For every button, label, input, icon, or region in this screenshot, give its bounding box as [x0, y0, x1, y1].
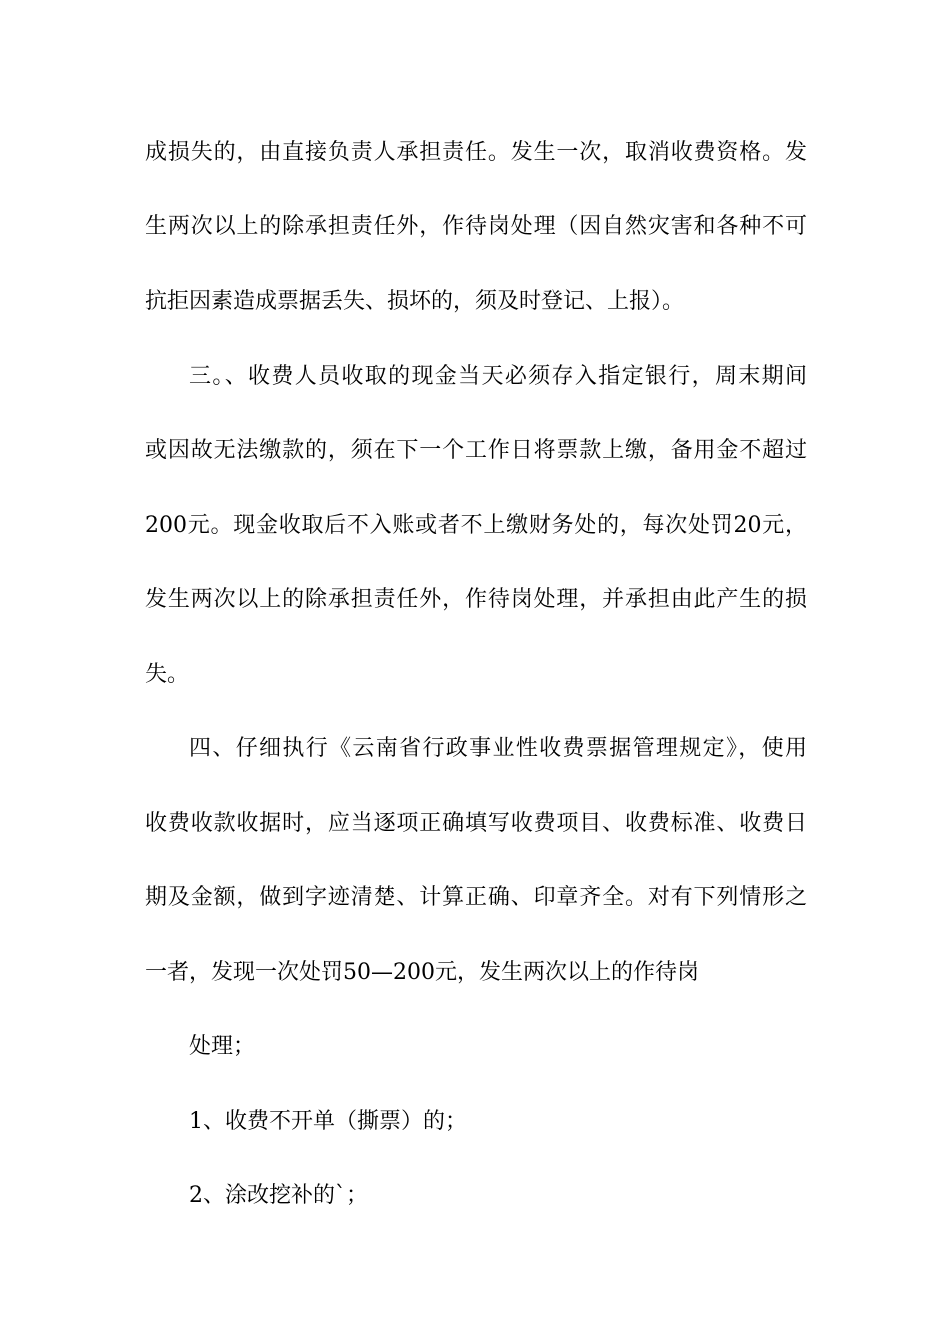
- paragraph-line: 四、仔细执行《云南省行政事业性收费票据管理规定》，使用: [189, 736, 807, 761]
- paragraph-line: 生两次以上的除承担责任外，作待岗处理（因自然灾害和各种不可: [145, 214, 807, 239]
- list-item: 2、涂改挖补的`；: [189, 1183, 368, 1208]
- paragraph-line: 收费收款收据时，应当逐项正确填写收费项目、收费标准、收费日: [145, 811, 807, 836]
- paragraph-line: 成损失的，由直接负责人承担责任。发生一次，取消收费资格。发: [145, 140, 807, 165]
- paragraph-line: 处理；: [189, 1034, 256, 1059]
- paragraph-line: 一者，发现一次处罚50—200元，发生两次以上的作待岗: [145, 960, 699, 985]
- paragraph-line: 三。、收费人员收取的现金当天必须存入指定银行，周末期间: [189, 364, 807, 389]
- paragraph-line: 或因故无法缴款的，须在下一个工作日将票款上缴，备用金不超过: [145, 438, 807, 463]
- paragraph-line: 发生两次以上的除承担责任外，作待岗处理，并承担由此产生的损: [145, 587, 807, 612]
- paragraph-line: 期及金额，做到字迹清楚、计算正确、印章齐全。对有下列情形之: [145, 885, 807, 910]
- paragraph-line: 失。: [145, 662, 190, 687]
- list-item: 1、收费不开单（撕票）的；: [189, 1109, 467, 1134]
- paragraph-line: 抗拒因素造成票据丢失、损坏的，须及时登记、上报）。: [145, 289, 685, 314]
- paragraph-line: 200元。现金收取后不入账或者不上缴财务处的，每次处罚20元，: [145, 513, 807, 538]
